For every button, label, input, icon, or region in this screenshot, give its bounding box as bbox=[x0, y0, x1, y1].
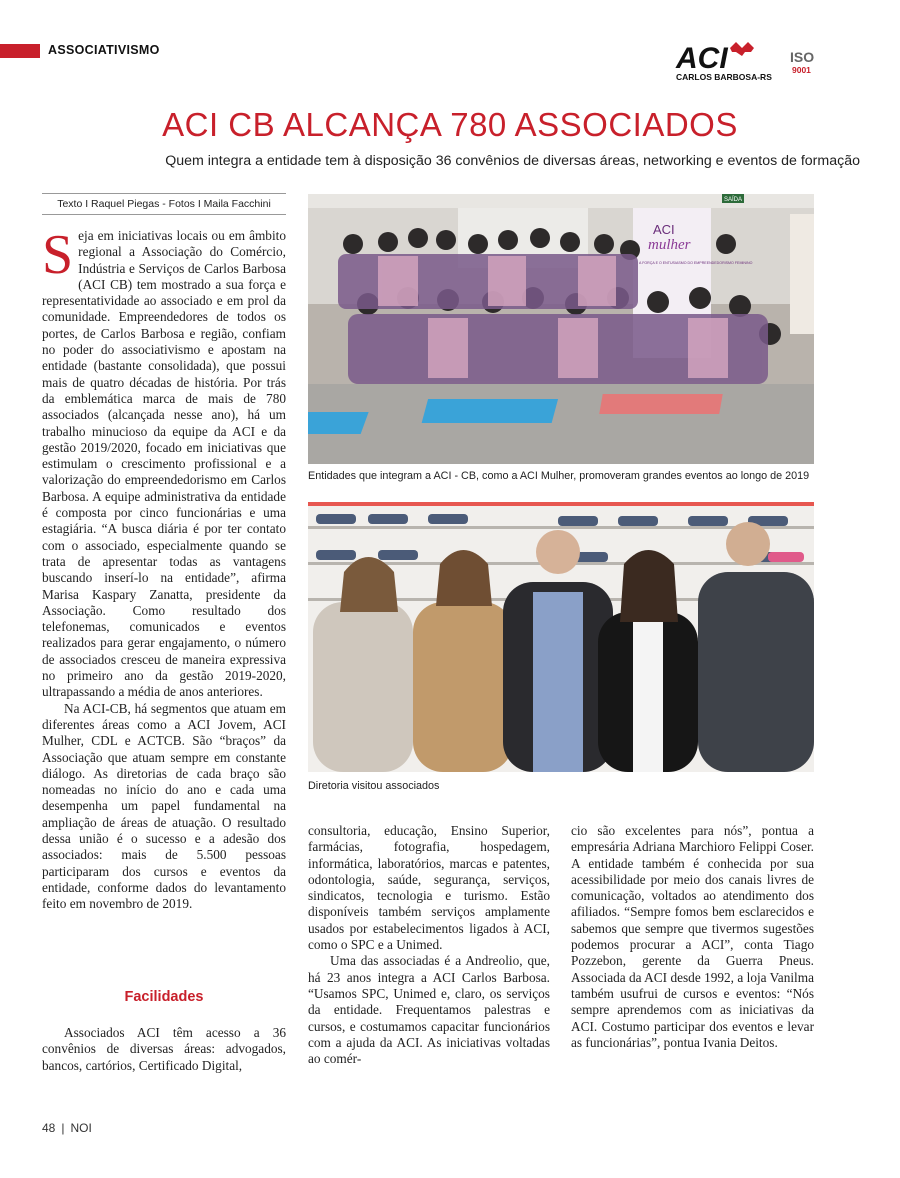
photo-2-caption: Diretoria visitou associados bbox=[308, 780, 440, 792]
logo-text: ACI bbox=[676, 42, 728, 75]
aci-logo bbox=[672, 38, 822, 86]
logo-mark-icon bbox=[730, 42, 754, 56]
subheading-facilidades: Facilidades bbox=[124, 989, 204, 1005]
svg-text:A FORÇA E O ENTUSIASMO DO EMPR: A FORÇA E O ENTUSIASMO DO EMPREENDEDORISMO FEMININO bbox=[639, 261, 753, 265]
drop-cap: S bbox=[42, 224, 74, 286]
photo-diretoria-store bbox=[308, 502, 814, 772]
svg-text:mulher: mulher bbox=[648, 237, 691, 253]
column-2-paragraph-1: consultoria, educação, Ensino Superior, farmácias, fotografia, hospedagem, informática, laboratórios, marcas e patentes, odontologia, saúde, segurança, serviços, sindicatos, tecnologia e turismo. Estão disponíveis também serviços amplamente usados por estabelecimentos ligados à ACI, como o SPC e a Unimed. bbox=[308, 823, 550, 953]
footer-separator: | bbox=[61, 1121, 65, 1135]
magazine-name: NOI bbox=[70, 1121, 92, 1135]
photo-aci-mulher-group bbox=[308, 194, 814, 464]
paragraph-1: eja em iniciativas locais ou em âmbito regional a Associação do Comércio, Indústria e Serviços de Carlos Barbosa (ACI CB) tem mostrado a sua força e representatividade ao associado e em prol da comunidade. Empreendedores de todos os portes, de Carlos Barbosa e região, confiam no poder do associativismo e apostam na entidade (bastante consolidada), que possui mais de quatro décadas de história. Por trás da emblemática marca de mais de 780 associados (alcançada nesse ano), há um trabalho minucioso da equipe da ACI e da gestão 2019/2020, focado em iniciativas que estimulam o crescimento profissional e a valorização do empreendedorismo em Carlos Barbosa. A equipe administrativa da entidade é composta por cinco funcionárias e uma estagiária. “A busca diária é por ter contato com o associado, especialmente quando se trata de apresentar todas as vantagens buscando inserí-lo na entidade”, afirma Marisa Kaspary Zanatta, presidente da Associação. Como resultado dos telefonemas, comunicados e eventos realizados para gerar engajamento, o número de associados cresceu de maneira expressiva no primeiro ano da gestão 2019-2020, ultrapassando a média de anos anteriores. bbox=[42, 228, 286, 700]
svg-text:SAÍDA: SAÍDA bbox=[724, 197, 743, 203]
person-1 bbox=[313, 602, 413, 772]
section-marker-bar bbox=[0, 44, 40, 58]
page-footer bbox=[42, 1121, 92, 1135]
column-2 bbox=[308, 823, 550, 1067]
person-2 bbox=[413, 602, 513, 772]
column-2-paragraph-2: Uma das associadas é a Andreolio, que, há 23 anos integra a ACI Carlos Barbosa. “Usamos SPC, Unimed e, claro, os serviços da entidade. Frequentamos palestras e cursos, e costumamos capacitar funcionários com a ajuda da ACI. As iniciativas voltadas ao comér- bbox=[308, 953, 550, 1067]
photo-1-caption: Entidades que integram a ACI - CB, como a ACI Mulher, promoveram grandes eventos ao longo de 2019 bbox=[308, 470, 810, 482]
byline-top-rule bbox=[42, 193, 286, 194]
iso-number: 9001 bbox=[792, 65, 811, 75]
column-3 bbox=[571, 823, 814, 1051]
article-title: ACI CB ALCANÇA 780 ASSOCIADOS bbox=[162, 106, 738, 143]
paragraph-2: Na ACI-CB, há segmentos que atuam em diferentes áreas como a ACI Jovem, ACI Mulher, CDL e ACTCB. São “braços” da Associação que atuam sempre em constante diálogo. As diretorias de cada braço são nomeadas no início do ano e cada uma desempenha um papel fundamental na ampliação de áreas de atuação. O resultado dessa união é o sucesso e a adesão dos associados: mais de 5.500 pessoas participaram dos cursos e eventos da entidade, conforme dados do levantamento feito em novembro de 2019. bbox=[42, 700, 286, 912]
section-label: ASSOCIATIVISMO bbox=[48, 43, 160, 57]
person-5 bbox=[698, 572, 814, 772]
svg-text:ACI: ACI bbox=[653, 222, 675, 237]
paragraph-3: Associados ACI têm acesso a 36 convênios de diversas áreas: advogados, bancos, cartórios, Certificado Digital, bbox=[42, 1025, 286, 1073]
column-3-paragraph-1: cio são excelentes para nós”, pontua a empresária Adriana Marchioro Felippi Coser. A entidade também é conhecida por sua acessibilidade por meio dos canais livres de comunicação, voltados ao atendimento dos afiliados. “Sempre fomos bem esclarecidos e sabemos que sempre que tivermos sugestões podemos procurar a ACI”, conta Tiago Pozzebon, gerente da Guerra Pneus. Associada da ACI desde 1992, a loja Vanilma também usufrui de cursos e eventos: “Nós sempre aprendemos com as iniciativas da ACI. Costumo participar dos eventos e levar as funcionárias”, pontua Ivania Deitos. bbox=[571, 823, 814, 1050]
iso-label: ISO bbox=[790, 49, 815, 65]
column-1-bottom bbox=[42, 1025, 286, 1074]
byline-bottom-rule bbox=[42, 214, 286, 215]
column-1 bbox=[42, 224, 286, 912]
page-number: 48 bbox=[42, 1121, 56, 1135]
logo-subtitle: CARLOS BARBOSA-RS bbox=[676, 72, 772, 82]
article-subtitle: Quem integra a entidade tem à disposição 36 convênios de diversas áreas, networking e eventos de formação bbox=[165, 153, 860, 169]
byline: Texto I Raquel Piegas - Fotos I Maila Facchini bbox=[57, 198, 271, 210]
